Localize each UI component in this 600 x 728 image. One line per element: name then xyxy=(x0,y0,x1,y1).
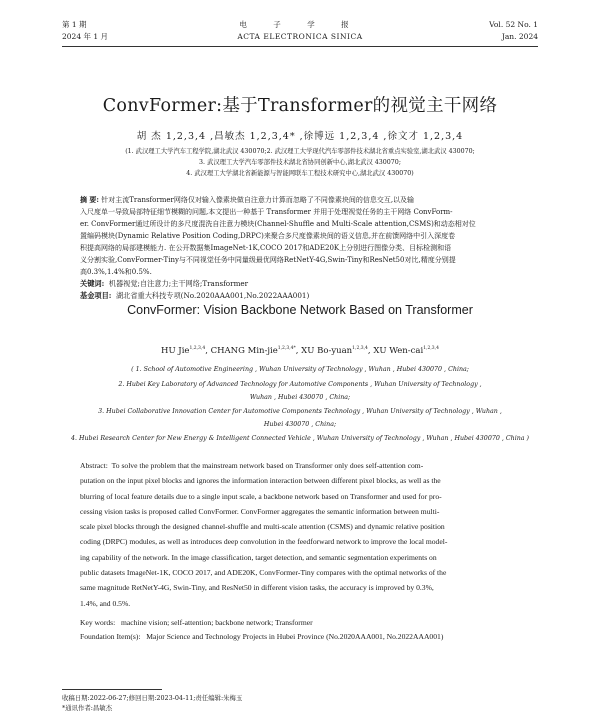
abstract-en-line: same magnitude RetNetY-4G, Swin-Tiny, and ResNet50 in different vision tasks, the accuracy is improved by 0.3%, xyxy=(80,583,434,593)
keywords-en-value: machine vision; self-attention; backbone network; Transformer xyxy=(120,618,313,627)
journal-name-cn: 电 子 学 报 xyxy=(239,20,361,29)
affiliation-cn-3: 4. 武汉理工大学湖北省新能源与智能网联车工程技术研究中心,湖北武汉 430070) xyxy=(186,170,414,177)
affiliation-en-2: 2. Hubei Key Laboratory of Advanced Technology for Automotive Components , Wuhan University of Technology , xyxy=(118,381,482,388)
affiliation-en-3b: Hubei 430070 , China; xyxy=(263,421,337,428)
abstract-en-label: Abstract: xyxy=(80,461,108,470)
header-rule xyxy=(62,46,538,47)
author-en-3-sup: 1,2,3,4 xyxy=(352,346,368,352)
abstract-en-line: scale pixel blocks through the designed channel-shuffle and multi-scale attention (CSMS) and dynamic relative position xyxy=(80,522,445,532)
keywords-cn-label: 关键词: xyxy=(80,279,105,288)
issue-cn: 第 1 期 xyxy=(62,20,87,29)
affiliation-en-2b: Wuhan , Hubei 430070 , China; xyxy=(249,394,351,401)
keywords-cn-value: 机器视觉;自注意力;主干网络;Transformer xyxy=(108,279,249,288)
author-en-2: CHANG Min-jie xyxy=(210,346,278,356)
abstract-cn-line: 义分割实验,ConvFormer-Tiny与不同视觉任务中同量级最优网络RetNetY-4G,Swin-Tiny和ResNet50对比,精度分别提 xyxy=(80,256,456,264)
author-en-1-sup: 1,2,3,4 xyxy=(189,346,206,352)
footnote-received: 收稿日期:2022-06-27;修回日期:2023-04-11;责任编辑:朱梅玉 xyxy=(62,694,243,702)
abstract-cn-line: 高0.3%,1.4%和0.5%. xyxy=(80,268,152,276)
fund-cn-label: 基金项目: xyxy=(80,291,112,300)
abstract-en-line: 1.4%, and 0.5%. xyxy=(80,598,131,608)
author-en-1: HU Jie xyxy=(161,346,190,356)
abstract-en-line: cessing vision tasks is proposed called ConvFormer. ConvFormer aggregates the semantic information between multi- xyxy=(80,506,440,516)
abstract-cn-line: 针对主流Transformer网络仅对输入像素块做自注意力计算而忽略了不同像素块间的信息交互,以及输 xyxy=(101,196,415,204)
footnote-rule xyxy=(62,689,162,690)
title-en: ConvFormer: Vision Backbone Network Based on Transformer xyxy=(127,303,473,317)
abstract-en-line: public datasets ImageNet-1K, COCO 2017, and ADE20K, ConvFormer-Tiny compares with the optimal networks of the xyxy=(80,568,447,578)
volume-info: Vol. 52 No. 1 xyxy=(489,20,538,29)
fund-cn-value: 湖北省重大科技专项(No.2020AAA001,No.2022AAA001) xyxy=(115,291,310,300)
abstract-cn xyxy=(80,194,520,278)
affiliation-cn-2: 3. 武汉理工大学汽车零部件技术湖北省协同创新中心,湖北武汉 430070; xyxy=(199,159,401,166)
date-cn: 2024 年 1 月 xyxy=(62,32,109,41)
fund-en xyxy=(80,631,443,643)
date-en: Jan. 2024 xyxy=(501,32,538,41)
running-header-right xyxy=(489,19,538,43)
author-en-4: XU Wen-cai xyxy=(373,346,424,356)
keywords-en-label: Key words: xyxy=(80,618,116,627)
author-en-3: XU Bo-yuan xyxy=(301,346,353,356)
abstract-cn-line: 入尺度单一导致局部特征细节模糊的问题,本文提出一种基于 Transformer 并用于处理视觉任务的主干网络 ConvForm- xyxy=(80,208,453,216)
abstract-cn-line: 置编码模块(Dynamic Relative Position Coding,DRPC)来聚合多尺度像素块间的语义信息,并在前馈网络中引入深度卷 xyxy=(80,232,456,240)
journal-name-en: ACTA ELECTRONICA SINICA xyxy=(237,32,363,41)
affiliation-en-3: 3. Hubei Collaborative Innovation Center for Automotive Components Technology , Wuhan University of Technology , Wuhan , xyxy=(98,408,502,415)
abstract-en-line: coding (DRPC) modules, as well as introduces deep convolution in the feedforward network to improve the local model- xyxy=(80,537,448,547)
footnote-corresponding: *通讯作者:昌敏杰 xyxy=(62,704,113,712)
abstract-en-line: ing capability of the network. In the image classification, target detection, and semantic segmentation experiments on xyxy=(80,552,437,562)
authors-cn: 胡 杰 1,2,3,4 ,昌敏杰 1,2,3,4* ,徐博远 1,2,3,4 ,徐文才 1,2,3,4 xyxy=(136,131,464,142)
abstract-cn-line: 积提高网络的局部建模能力. 在公开数据集ImageNet-1K,COCO 2017和ADE20K上分别进行图像分类、目标检测和语 xyxy=(80,244,452,252)
author-en-2-sup: 1,2,3,4* xyxy=(277,346,296,352)
abstract-en-line: putation on the input pixel blocks and ignores the information interaction between different pixel blocks, as well as the xyxy=(80,476,441,486)
abstract-en-line: To solve the problem that the mainstream network based on Transformer only does self-attention com- xyxy=(111,461,424,470)
fund-en-label: Foundation Item(s): xyxy=(80,632,141,641)
keywords-en xyxy=(80,617,313,629)
abstract-en xyxy=(80,458,526,611)
abstract-en-line: blurring of local feature details due to a single input scale, a backbone network based on Transformer and used for pro- xyxy=(80,491,442,501)
authors-en: HU Jie$^{1,2,3,4}$, CHANG Min-jie$^{1,2,3,4*}$, XU Bo-yuan$^{1,2,3,4}$, XU Wen-cai$^{1,2,3,4}$ xyxy=(161,346,439,356)
abstract-cn-label: 摘 要: xyxy=(80,195,100,204)
abstract-cn-line: er. ConvFormer通过所设计的多尺度混洗自注意力模块(Channel-Shuffle and Multi-Scale attention,CSMS)和动态相对位 xyxy=(80,220,476,228)
affiliation-en-4: 4. Hubei Research Center for New Energy & Intelligent Connected Vehicle , Wuhan University of Technology , Wuhan , Hubei 430070 , China ) xyxy=(71,435,529,442)
fund-en-value: Major Science and Technology Projects in Hubei Province (No.2020AAA001, No.2022AAA001) xyxy=(146,632,444,641)
title-cn: ConvFormer:基于Transformer的视觉主干网络 xyxy=(102,96,498,116)
keywords-cn xyxy=(80,278,248,290)
author-en-4-sup: 1,2,3,4 xyxy=(423,346,439,352)
fund-cn xyxy=(80,290,309,302)
affiliation-en-1: ( 1. School of Automotive Engineering , Wuhan University of Technology , Wuhan , Hubei 430070 , China; xyxy=(131,366,469,373)
affiliation-cn-1: (1. 武汉理工大学汽车工程学院,湖北武汉 430070;2. 武汉理工大学现代汽车零部件技术湖北省重点实验室,湖北武汉 430070; xyxy=(125,148,475,155)
